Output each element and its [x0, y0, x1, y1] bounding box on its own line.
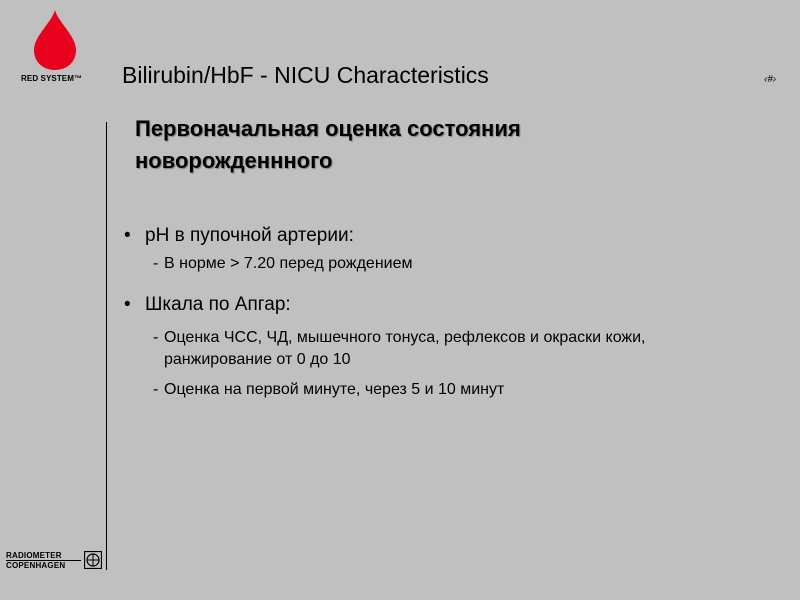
bullet-ph-text: pH в пупочной артерии:	[145, 225, 354, 246]
footer-company-line-2: COPENHAGEN	[6, 561, 66, 570]
bullet-dot-icon: •	[124, 225, 131, 246]
slide-title: Bilirubin/HbF - NICU Characteristics	[122, 62, 489, 88]
dash-icon: -	[153, 381, 159, 398]
brand-label: RED SYSTEM™	[21, 74, 83, 83]
footer-company-line-1: RADIOMETER	[6, 551, 62, 560]
sub-item-apgar-criteria-line-2: ранжирование от 0 до 10	[164, 351, 351, 368]
slide-subtitle	[135, 113, 695, 177]
bullet-apgar-text: Шкала по Апгар:	[145, 294, 291, 315]
sub-item-apgar-criteria-line-1: Оценка ЧСС, ЧД, мышечного тонуса, рефлексов и окраски кожи,	[164, 329, 646, 346]
sub-item-apgar-timing-text: Оценка на первой минуте, через 5 и 10 минут	[164, 381, 505, 398]
subtitle-line-2: новорожденнного	[135, 148, 333, 173]
blood-drop-logo-icon	[30, 8, 80, 72]
dash-icon: -	[153, 255, 159, 272]
sub-item-apgar-timing	[118, 379, 788, 401]
subtitle-line-1: Первоначальная оценка состояния	[135, 116, 521, 141]
bullet-apgar	[118, 292, 788, 318]
dash-icon: -	[153, 329, 159, 346]
bullet-ph	[118, 223, 788, 249]
sub-item-apgar-criteria	[118, 327, 788, 371]
vertical-divider	[106, 122, 107, 570]
sub-item-ph-norm-text: В норме > 7.20 перед рождением	[164, 255, 413, 272]
radiometer-emblem-icon	[84, 551, 102, 569]
slide-content	[118, 223, 788, 401]
bullet-dot-icon: •	[124, 294, 131, 315]
sub-item-ph-norm	[118, 253, 788, 275]
slide-number: ‹#›	[764, 74, 777, 85]
